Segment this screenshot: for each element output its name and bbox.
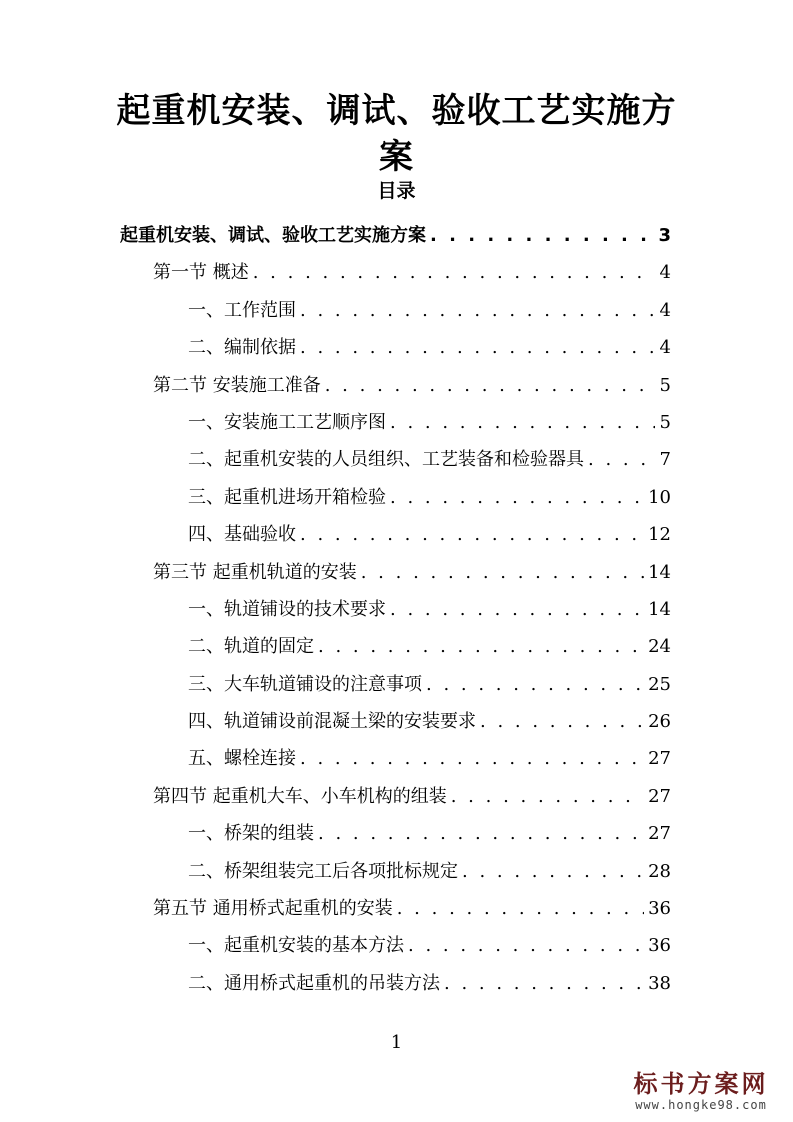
toc-entry-title: 第一节 概述 <box>153 262 249 284</box>
toc-entry-title: 一、桥架的组装 <box>188 823 314 845</box>
toc-entry-title: 一、安装施工工艺顺序图 <box>188 411 386 433</box>
toc-entry[interactable] <box>0 591 793 628</box>
toc-entry-page: 26 <box>648 711 671 733</box>
toc-entry-page: 36 <box>648 935 671 957</box>
toc-entry-page: 27 <box>648 748 671 770</box>
toc-entry[interactable] <box>0 927 793 964</box>
toc-dot-leader <box>390 404 655 441</box>
toc-entry[interactable] <box>0 703 793 740</box>
toc-entry-page: 27 <box>648 823 671 845</box>
toc-entry-title: 第五节 通用桥式起重机的安装 <box>153 898 393 920</box>
toc-entry[interactable] <box>0 628 793 665</box>
toc-dot-leader <box>397 890 644 927</box>
toc-entry-page: 14 <box>648 561 671 583</box>
toc-entry[interactable] <box>0 217 793 254</box>
page-number: 1 <box>390 1032 403 1053</box>
toc-dot-leader <box>390 479 644 516</box>
toc-entry-title: 二、编制依据 <box>188 337 296 359</box>
toc-entry[interactable] <box>0 853 793 890</box>
toc-dot-leader <box>300 740 644 777</box>
toc-dot-leader <box>253 254 655 291</box>
watermark-logo <box>621 1070 781 1112</box>
table-of-contents <box>0 217 793 1002</box>
toc-dot-leader <box>430 217 654 254</box>
toc-entry-title: 四、轨道铺设前混凝土梁的安装要求 <box>188 711 476 733</box>
toc-entry[interactable] <box>0 554 793 591</box>
toc-entry[interactable] <box>0 254 793 291</box>
toc-entry-page: 3 <box>658 225 671 246</box>
toc-entry[interactable] <box>0 815 793 852</box>
toc-entry-page: 24 <box>648 636 671 658</box>
toc-entry-title: 二、桥架组装完工后各项批标规定 <box>188 860 458 882</box>
toc-dot-leader <box>480 703 644 740</box>
toc-dot-leader <box>318 815 644 852</box>
toc-entry-title: 二、起重机安装的人员组织、工艺装备和检验器具 <box>188 449 584 471</box>
toc-entry[interactable] <box>0 479 793 516</box>
toc-entry[interactable] <box>0 292 793 329</box>
toc-dot-leader <box>451 778 644 815</box>
toc-entry-page: 25 <box>648 673 671 695</box>
toc-dot-leader <box>318 628 644 665</box>
toc-entry-page: 28 <box>648 860 671 882</box>
toc-entry-page: 5 <box>659 374 671 396</box>
toc-entry-title: 一、轨道铺设的技术要求 <box>188 598 386 620</box>
toc-entry[interactable] <box>0 441 793 478</box>
toc-dot-leader <box>408 927 644 964</box>
toc-entry-title: 第三节 起重机轨道的安装 <box>153 561 357 583</box>
toc-dot-leader <box>300 516 644 553</box>
toc-entry-title: 一、起重机安装的基本方法 <box>188 935 404 957</box>
toc-entry-title: 二、通用桥式起重机的吊装方法 <box>188 972 440 994</box>
toc-entry-title: 四、基础验收 <box>188 524 296 546</box>
toc-entry[interactable] <box>0 516 793 553</box>
toc-entry-title: 二、轨道的固定 <box>188 636 314 658</box>
toc-entry-title: 五、螺栓连接 <box>188 748 296 770</box>
toc-entry-page: 38 <box>648 972 671 994</box>
document-title: 起重机安装、调试、验收工艺实施方案 <box>116 91 677 177</box>
toc-dot-leader <box>361 554 644 591</box>
toc-entry[interactable] <box>0 965 793 1002</box>
toc-entry[interactable] <box>0 329 793 366</box>
toc-entry-title: 起重机安装、调试、验收工艺实施方案 <box>120 225 426 246</box>
toc-entry-title: 三、起重机进场开箱检验 <box>188 486 386 508</box>
toc-dot-leader <box>462 853 644 890</box>
toc-entry-page: 36 <box>648 898 671 920</box>
toc-entry-title: 第四节 起重机大车、小车机构的组装 <box>153 785 447 807</box>
toc-entry-page: 14 <box>648 598 671 620</box>
toc-entry-page: 5 <box>659 411 671 433</box>
toc-entry-page: 4 <box>659 337 671 359</box>
toc-entry[interactable] <box>0 367 793 404</box>
toc-dot-leader <box>300 329 655 366</box>
toc-dot-leader <box>426 666 644 703</box>
toc-entry-page: 4 <box>659 262 671 284</box>
toc-entry[interactable] <box>0 666 793 703</box>
toc-entry[interactable] <box>0 778 793 815</box>
toc-entry[interactable] <box>0 404 793 441</box>
toc-entry-page: 10 <box>648 486 671 508</box>
toc-entry[interactable] <box>0 740 793 777</box>
toc-entry-page: 4 <box>659 299 671 321</box>
toc-entry-page: 7 <box>659 449 671 471</box>
toc-entry-page: 12 <box>648 524 671 546</box>
toc-entry-title: 第二节 安装施工准备 <box>153 374 321 396</box>
toc-dot-leader <box>444 965 644 1002</box>
toc-dot-leader <box>588 441 655 478</box>
toc-entry[interactable] <box>0 890 793 927</box>
toc-dot-leader <box>390 591 644 628</box>
toc-entry-page: 27 <box>648 785 671 807</box>
toc-dot-leader <box>325 367 655 404</box>
toc-entry-title: 一、工作范围 <box>188 299 296 321</box>
toc-heading: 目录 <box>377 180 416 202</box>
watermark-url: www.hongke98.com <box>635 1098 767 1112</box>
toc-entry-title: 三、大车轨道铺设的注意事项 <box>188 673 422 695</box>
watermark-brand: 标书方案网 <box>633 1070 769 1098</box>
toc-dot-leader <box>300 292 655 329</box>
